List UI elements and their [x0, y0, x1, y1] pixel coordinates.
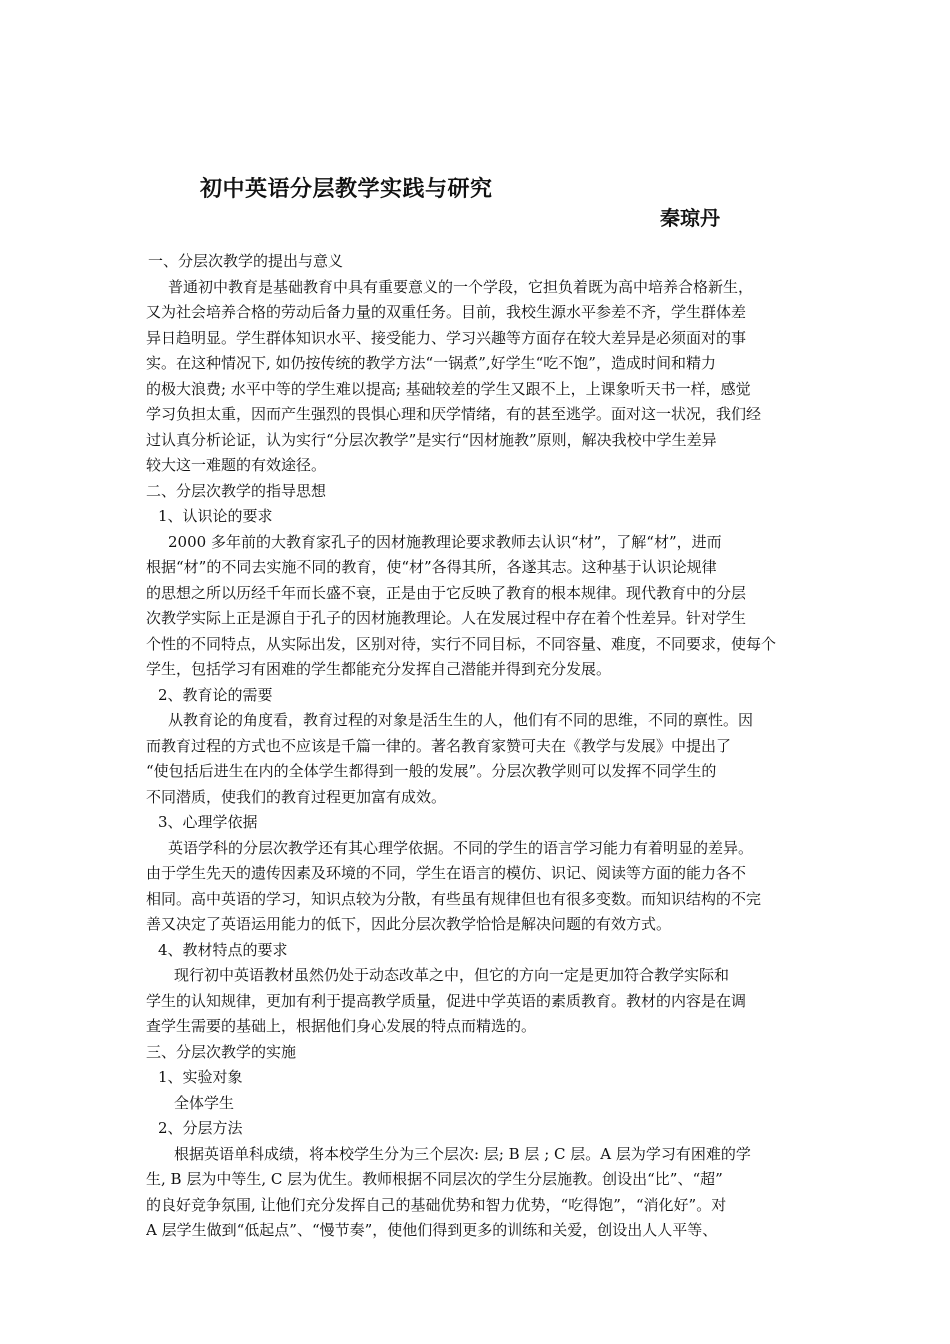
body-line: 根据英语单科成绩，将本校学生分为三个层次: 层; B 层 ; C 层。A 层为学习有困难的学: [174, 1144, 751, 1163]
body-line: 较大这一难题的有效途径。: [146, 456, 327, 474]
body-line: 普通初中教育是基础教育中具有重要意义的一个学段，它担负着既为高中培养合格新生，: [168, 277, 754, 296]
body-line: 根据“材”的不同去实施不同的教育，使“材”各得其所，各遂其志。这种基于认识论规律: [146, 558, 717, 576]
document-body: [146, 249, 808, 1244]
body-line: 1、认识论的要求: [158, 507, 273, 525]
body-line: “使包括后进生在内的全体学生都得到一般的发展”。分层次教学则可以发挥不同学生的: [146, 762, 717, 780]
document-author: 秦琼丹: [660, 206, 720, 230]
body-line: 4、教材特点的要求: [158, 940, 288, 959]
body-line: 的思想之所以历经千年而长盛不衰，正是由于它反映了教育的根本规律。现代教育中的分层: [146, 583, 747, 602]
body-line: 2、教育论的需要: [158, 685, 273, 704]
body-line: 英语学科的分层次教学还有其心理学依据。不同的学生的语言学习能力有着明显的差异。: [168, 838, 754, 857]
body-line: 学习负担太重，因而产生强烈的畏惧心理和厌学情绪，有的甚至逃学。面对这一状况，我们经: [146, 405, 762, 423]
body-line: 的良好竞争氛围, 让他们充分发挥自己的基础优势和智力优势，“吃得饱”，“消化好”。对: [146, 1195, 727, 1214]
body-line: 1、实验对象: [158, 1068, 243, 1086]
body-line: 个性的不同特点，从实际出发，区别对待，实行不同目标，不同容量、难度，不同要求，使每个: [146, 634, 777, 653]
body-line: 由于学生先天的遗传因素及环境的不同，学生在语言的模仿、识记、阅读等方面的能力各不: [146, 864, 747, 882]
body-line: 现行初中英语教材虽然仍处于动态改革之中，但它的方向一定是更加符合教学实际和: [174, 966, 730, 984]
body-line: 善又决定了英语运用能力的低下，因此分层次教学恰恰是解决问题的有效方式。: [146, 915, 672, 933]
body-line: 实。在这种情况下, 如仍按传统的教学方法“一锅煮”,好学生“吃不饱”，造成时间和精力: [146, 354, 716, 372]
body-line: 三、分层次教学的实施: [146, 1042, 297, 1061]
body-line: 从教育论的角度看，教育过程的对象是活生生的人，他们有不同的思维，不同的禀性。因: [168, 711, 754, 729]
body-line: 2000 多年前的大教育家孔子的因材施教理论要求教师去认识“材”，了解“材”，进而: [168, 532, 722, 551]
body-line: 一、分层次教学的提出与意义: [148, 252, 344, 270]
body-line: 二、分层次教学的指导思想: [146, 481, 327, 500]
body-line: 又为社会培养合格的劳动后备力量的双重任务。目前，我校生源水平参差不齐，学生群体差: [146, 303, 747, 321]
body-line: 生, B 层为中等生, C 层为优生。教师根据不同层次的学生分层施教。创设出“比”、“超”: [146, 1170, 723, 1188]
document-title: 初中英语分层教学实践与研究: [200, 177, 493, 202]
body-line: 2、分层方法: [158, 1119, 243, 1137]
body-line: 的极大浪费; 水平中等的学生难以提高; 基础较差的学生又跟不上，上课象听天书一样，感觉: [146, 379, 751, 398]
body-line: 不同潜质，使我们的教育过程更加富有成效。: [146, 787, 447, 806]
body-line: 次教学实际上正是源自于孔子的因材施教理论。人在发展过程中存在着个性差异。针对学生: [146, 609, 747, 627]
body-line: 而教育过程的方式也不应该是千篇一律的。著名教育家赞可夫在《教学与发展》中提出了: [146, 736, 732, 755]
body-line: 全体学生: [174, 1093, 235, 1112]
body-line: 查学生需要的基础上，根据他们身心发展的特点而精选的。: [146, 1017, 537, 1035]
body-line: 学生，包括学习有困难的学生都能充分发挥自己潜能并得到充分发展。: [146, 660, 612, 678]
body-line: 学生的认知规律，更加有利于提高教学质量，促进中学英语的素质教育。教材的内容是在调: [146, 991, 747, 1010]
body-line: A 层学生做到“低起点”、“慢节奏”，使他们得到更多的训练和关爱，创设出人人平等、: [146, 1221, 718, 1239]
body-line: 相同。高中英语的学习，知识点较为分散，有些虽有规律但也有很多变数。而知识结构的不完: [146, 889, 762, 908]
body-line: 异日趋明显。学生群体知识水平、接受能力、学习兴趣等方面存在较大差异是必须面对的事: [146, 328, 747, 347]
body-line: 3、心理学依据: [158, 813, 258, 831]
body-line: 过认真分析论证，认为实行“分层次教学”是实行“因材施教”原则，解决我校中学生差异: [146, 430, 717, 449]
